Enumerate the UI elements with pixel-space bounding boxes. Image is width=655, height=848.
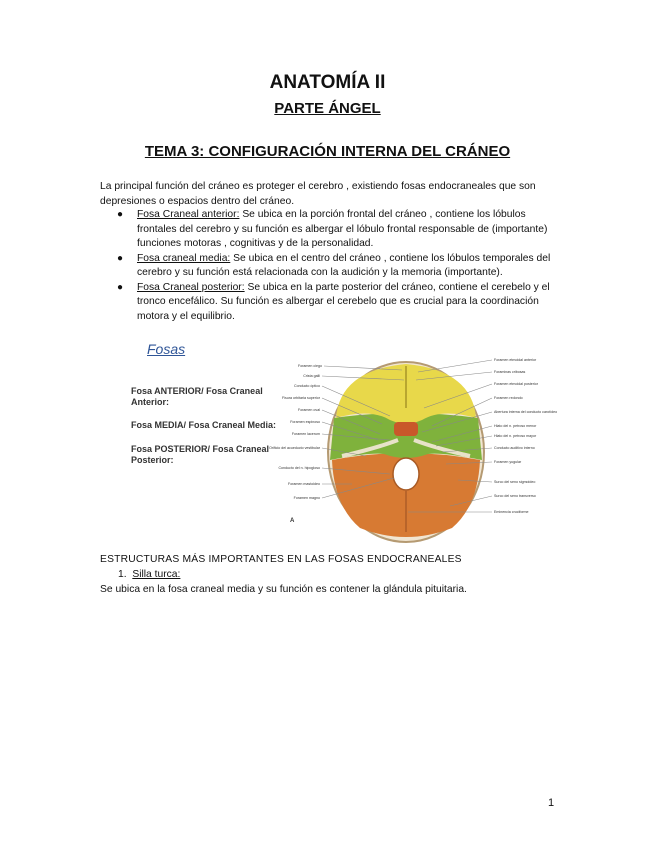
callout-label: Crista galli [303,374,320,378]
fossa-list [100,208,560,324]
fossa-posterior-label: Fosa Craneal posterior: [137,281,245,293]
bullet-icon: ● [117,281,124,293]
figure-panel-letter: A [290,518,295,524]
callout-label: Fisura orbitaria superior [282,396,320,400]
section-heading: ESTRUCTURAS MÁS IMPORTANTES EN LAS FOSAS ENDOCRANEALES [100,554,462,565]
topic-heading: TEMA 3: CONFIGURACIÓN INTERNA DEL CRÁNEO [144,143,511,160]
callout-label: Conducto auditivo interno [494,446,535,450]
fossa-posterior-text: Se ubica en la parte posterior del cráneo, contiene el cerebelo y el tronco encefálico. Su función es albergar el cerebelo que es crucial para la coordinación motora y el equilibrio. [137,281,550,322]
numbered-item [118,569,180,580]
item-label: Silla turca: [132,569,181,580]
callout-label: Surco del seno transverso [494,494,536,498]
callout-label: Conducto óptico [294,384,320,388]
fossa-anterior-label: Fosa Craneal anterior: [137,209,240,220]
bullet-icon: ● [117,209,124,220]
cranial-base-illustration [269,356,558,541]
intro-paragraph: La principal función del cráneo es proteger el cerebro , existiendo fosas endocraneales que son depresiones o espacios dentro del cráneo. [100,181,536,207]
callout-label: Hiato del n. petroso menor [494,424,537,428]
figure-label-anterior: Fosa ANTERIOR/ Fosa Craneal Anterior: [131,386,263,407]
callout-label: Foramen etmoidal posterior [494,382,538,386]
callout-label: Foramen mastoideo [288,482,320,486]
callout-label: Surco del seno sigmoideo [494,480,536,484]
callout-label: Eminencia cruciforme [494,510,529,514]
figure-title: Fosas [147,341,186,357]
callout-label: Foramen espinoso [290,420,320,424]
sella-turcica-shape [394,422,418,436]
list-item [100,281,560,325]
bullet-icon: ● [117,252,124,264]
figure-label-media: Fosa MEDIA/ Fosa Craneal Media: [131,420,277,430]
callout-label: Foramen ciego [298,364,322,368]
fossa-media-text: Se ubica en el centro del cráneo , contiene los lóbulos temporales del cerebro y su función está relacionada con la audición y la memoria (importante). [137,252,551,278]
callout-label: Foramen yugular [494,460,522,464]
fossa-anterior-text: Se ubica en la porción frontal del cráneo , contiene los lóbulos frontales del cerebro y su función es albergar el lóbulo frontal responsable de (importante) funciones motoras , cognitivas y de la personalidad. [137,209,548,249]
callout-label: Foramen magno [293,496,320,500]
callout-label: Orificio del acueducto vestibular [269,446,320,450]
figure-label-posterior: Fosa POSTERIOR/ Fosa Craneal Posterior: [131,444,270,465]
item-description: Se ubica en la fosa craneal media y su función es contener la glándula pituitaria. [100,584,467,595]
callout-label: Foramen oval [298,408,320,412]
page-number: 1 [548,797,555,809]
fossa-media-label: Fosa craneal media: [137,252,231,264]
callout-label: Hiato del n. petroso mayor [494,434,537,438]
callout-label: Conducto del n. hipogloso [278,466,320,470]
callout-label: Abertura interna del conducto carotídeo [494,410,558,414]
list-item [100,208,560,252]
callout-label: Foraminas cribosas [494,370,526,374]
document-subtitle: PARTE ÁNGEL [274,100,381,117]
document-title: ANATOMÍA II [269,72,386,93]
callout-label: Foramen lacerum [291,432,320,436]
foramen-magnum-shape [393,458,419,490]
callout-label: Foramen redondo [494,396,523,400]
list-item [100,252,560,281]
callout-label: Foramen etmoidal anterior [494,358,537,362]
item-number: 1. [118,569,127,580]
